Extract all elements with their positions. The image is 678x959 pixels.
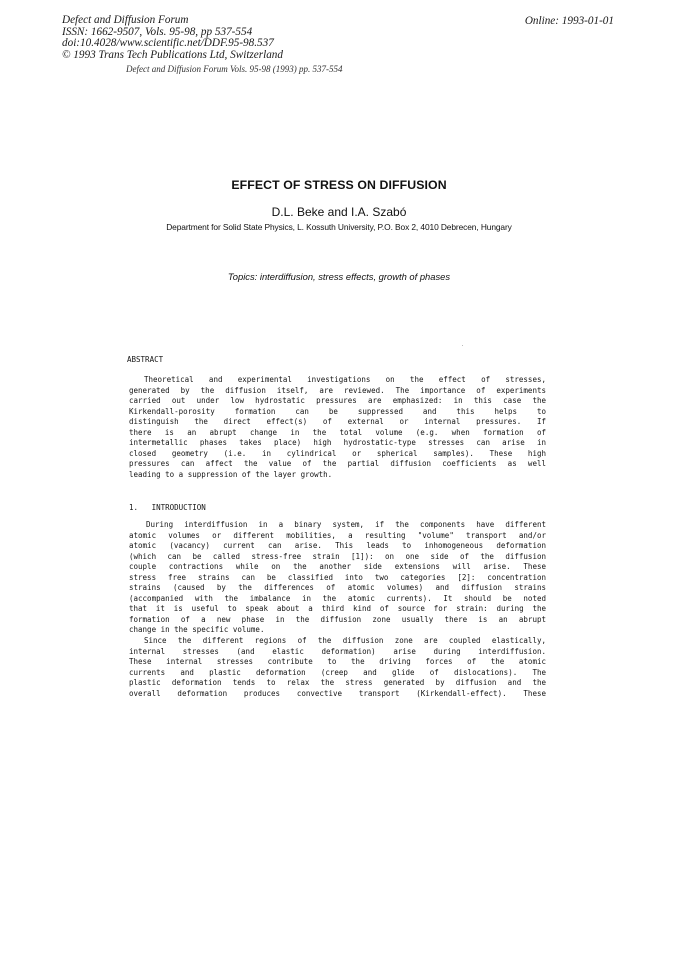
intro-line: stress free strains can be classified into two categories [2]: concentration — [129, 572, 546, 582]
copyright-line: © 1993 Trans Tech Publications Ltd, Switzerland — [62, 48, 283, 61]
intro-line: (accompanied with the imbalance in the atomic currents). It should be noted — [129, 593, 546, 603]
abstract-line: closed geometry (i.e. in cylindrical or spherical samples). These high — [129, 448, 546, 458]
section-number: 1. — [129, 503, 139, 512]
paper-affiliation: Department for Solid State Physics, L. Kossuth University, P.O. Box 2, 4010 Debrecen, Hungary — [166, 222, 512, 232]
paper-title: EFFECT OF STRESS ON DIFFUSION — [231, 178, 447, 192]
abstract-line: generated by the diffusion itself, are reviewed. The importance of experiments — [129, 385, 546, 395]
intro-line: overall deformation produces convective transport (Kirkendall-effect). These — [129, 688, 546, 698]
abstract-line: carried out under low hydrostatic pressures are emphasized: in this case the — [129, 396, 546, 406]
introduction-body — [129, 520, 546, 699]
section-heading-introduction — [129, 503, 206, 512]
online-date: Online: 1993-01-01 — [524, 15, 614, 27]
intro-line: During interdiffusion in a binary system, if the components have different — [146, 520, 546, 529]
ghost-header-text: Defect and Diffusion Forum Vols. 95-98 (1993) pp. 537-554 — [126, 64, 343, 74]
intro-line: currents and plastic deformation (creep and glide of dislocations). The — [129, 667, 546, 677]
intro-line: formation of a new phase in the diffusion zone usually there is an abrupt — [129, 614, 546, 624]
abstract-heading: ABSTRACT — [127, 355, 164, 364]
abstract-body — [129, 375, 546, 480]
intro-line: These internal stresses contribute to the driving forces of the atomic — [129, 657, 546, 667]
journal-name: Defect and Diffusion Forum — [62, 14, 189, 26]
intro-line: atomic volumes or different mobilities, a resulting "volume" transport and/or — [129, 530, 546, 540]
intro-line: (which can be called stress-free strain [1]): on one side of the diffusion — [129, 551, 546, 561]
abstract-line: distinguish the direct effect(s) of external or internal pressures. If — [129, 417, 546, 427]
abstract-line: leading to a suppression of the layer growth. — [129, 469, 333, 479]
abstract-line: pressures can affect the value of the partial diffusion coefficients as well — [129, 459, 546, 469]
intro-line: change in the specific volume. — [129, 625, 265, 635]
abstract-line: intermetallic phases takes place) high hydrostatic-type stresses can arise in — [129, 438, 546, 448]
intro-line: atomic (vacancy) current can arise. This leads to inhomogeneous deformation — [129, 541, 546, 551]
abstract-line: there is an abrupt change in the total volume (e.g. when formation of — [129, 427, 546, 437]
intro-line: that it is useful to speak about a third kind of source for strain: during the — [129, 604, 546, 614]
intro-line: plastic deformation tends to relax the stress generated by diffusion and the — [129, 678, 546, 688]
ghost-header — [126, 60, 346, 78]
doi-line: doi:10.4028/www.scientific.net/DDF.95-98.537 — [62, 37, 274, 49]
issn-line: ISSN: 1662-9507, Vols. 95-98, pp 537-554 — [62, 25, 253, 38]
intro-line: couple contractions while on the another side extensions will arise. These — [129, 562, 546, 572]
scan-speck — [462, 345, 463, 346]
journal-header — [62, 15, 283, 61]
section-title: INTRODUCTION — [151, 503, 206, 512]
intro-line: internal stresses (and elastic deformation) arise during interdiffusion. — [129, 646, 546, 656]
paper-authors: D.L. Beke and I.A. Szabó — [271, 205, 407, 219]
abstract-line: Theoretical and experimental investigations on the effect of stresses, — [144, 375, 546, 384]
paper-topics: Topics: interdiffusion, stress effects, growth of phases — [227, 271, 451, 282]
intro-line: strains (caused by the differences of atomic volumes) and diffusion strains — [129, 583, 546, 593]
abstract-line: Kirkendall-porosity formation can be suppressed and this helps to — [129, 406, 546, 416]
intro-line: Since the different regions of the diffusion zone are coupled elastically, — [144, 636, 546, 646]
